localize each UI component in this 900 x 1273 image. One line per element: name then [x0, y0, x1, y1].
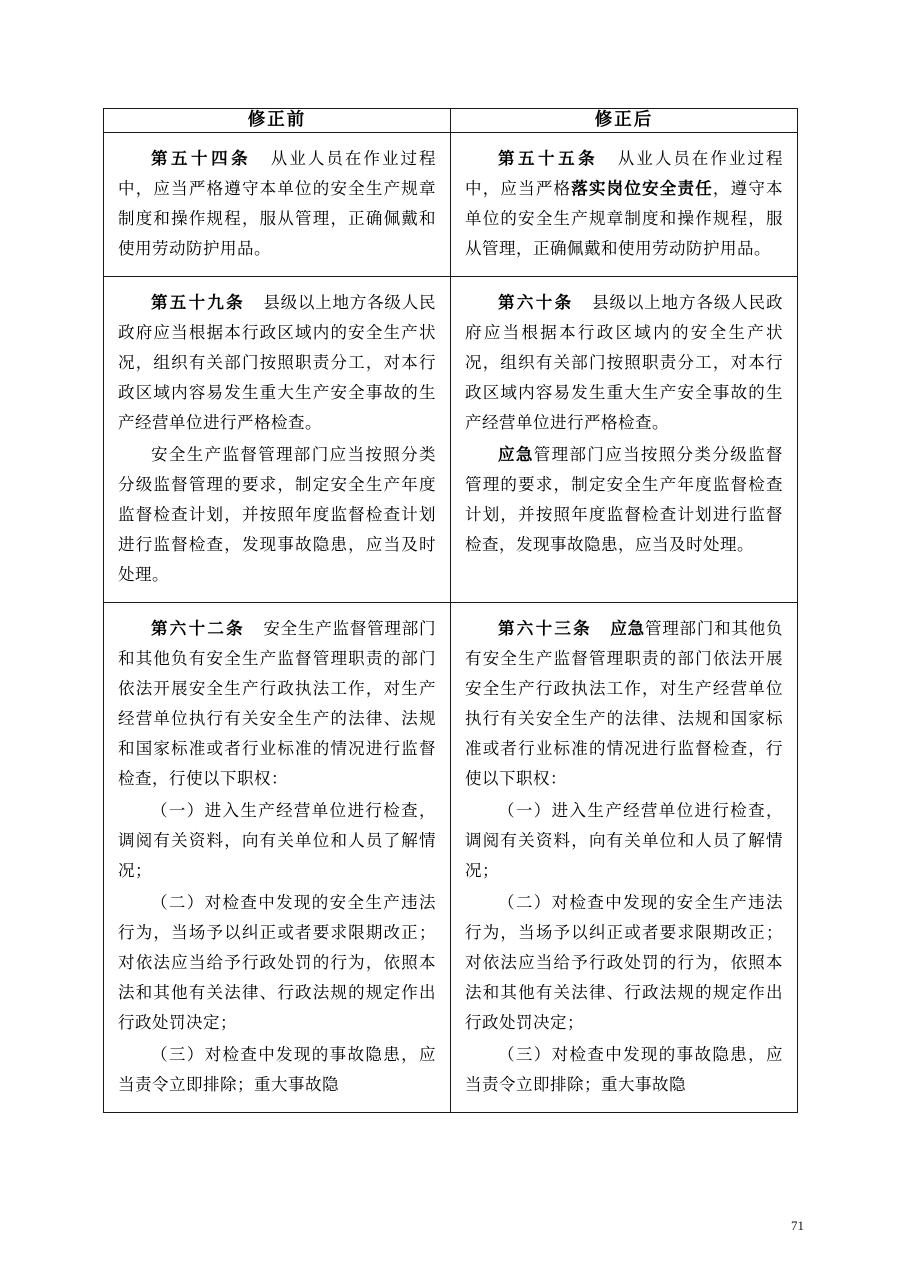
article-text: 安全生产监督管理部门和其他负有安全生产监督管理职责的部门依法开展安全生产行政执法工作，对生产经营单位执行有关安全生产的法律、法规和国家标准或者行业标准的情况进行监督检查，行使以下职权： [118, 618, 437, 789]
article-text-emphasis: 应急 [610, 618, 645, 638]
paragraph [465, 1040, 783, 1100]
paragraph [465, 440, 783, 560]
article-text: 从业人员在作业过程中，应当严格遵守本单位的安全生产规章制度和操作规程，服从管理，正确佩戴和使用劳动防护用品。 [118, 148, 437, 258]
article-text-post: 管理部门应当按照分类分级监督管理的要求，制定安全生产年度监督检查计划，并按照年度监督检查计划进行监督检查，发现事故隐患，应当及时处理。 [465, 444, 784, 554]
paragraph [118, 440, 436, 590]
article-text: （二）对检查中发现的安全生产违法行为，当场予以纠正或者要求限期改正；对依法应当给予行政处罚的行为，依照本法和其他有关法律、行政法规的规定作出行政处罚决定； [118, 893, 436, 1033]
table-row [104, 276, 798, 602]
article-number: 第五十五条 [498, 148, 599, 168]
article-text: （一）进入生产经营单位进行检查，调阅有关资料，向有关单位和人员了解情况； [118, 801, 436, 881]
article-text: （二）对检查中发现的安全生产违法行为，当场予以纠正或者要求限期改正；对依法应当给予行政处罚的行为，依照本法和其他有关法律、行政法规的规定作出行政处罚决定； [465, 893, 783, 1033]
article-text: 县级以上地方各级人民政府应当根据本行政区域内的安全生产状况，组织有关部门按照职责分工，对本行政区域内容易发生重大生产安全事故的生产经营单位进行严格检查。 [118, 292, 437, 432]
paragraph [465, 614, 783, 794]
table-row [104, 132, 798, 276]
paragraph [465, 796, 783, 886]
cell-after-2 [451, 276, 798, 602]
article-number: 第六十条 [498, 292, 574, 312]
paragraph [118, 288, 436, 438]
comparison-table [103, 108, 798, 1113]
cell-before-3 [104, 602, 451, 1112]
paragraph [465, 288, 783, 438]
article-text-emphasis: 落实岗位安全责任 [571, 178, 713, 198]
paragraph [118, 888, 436, 1038]
paragraph [465, 888, 783, 1038]
page-number: 71 [791, 1218, 804, 1233]
paragraph [118, 614, 436, 794]
article-text: （三）对检查中发现的事故隐患，应当责令立即排除；重大事故隐 [118, 1045, 436, 1095]
article-text-post: 管理部门和其他负有安全生产监督管理职责的部门依法开展安全生产行政执法工作，对生产经营单位执行有关安全生产的法律、法规和国家标准或者行业标准的情况进行监督检查，行使以下职权： [465, 618, 784, 789]
article-number: 第五十九条 [151, 292, 245, 312]
table-header-row [104, 109, 798, 133]
paragraph [118, 1040, 436, 1100]
table-row [104, 602, 798, 1112]
cell-after-1 [451, 132, 798, 276]
paragraph [465, 144, 783, 264]
article-text: 县级以上地方各级人民政府应当根据本行政区域内的安全生产状况，组织有关部门按照职责分工，对本行政区域内容易发生重大生产安全事故的生产经营单位进行严格检查。 [465, 292, 783, 432]
article-text: （一）进入生产经营单位进行检查，调阅有关资料，向有关单位和人员了解情况； [465, 801, 783, 881]
column-header-after: 修正后 [451, 109, 798, 133]
paragraph [118, 796, 436, 886]
article-number: 第六十二条 [151, 618, 245, 638]
article-text: 安全生产监督管理部门应当按照分类分级监督管理的要求，制定安全生产年度监督检查计划，并按照年度监督检查计划进行监督检查，发现事故隐患，应当及时处理。 [118, 444, 436, 584]
article-text-emphasis: 应急 [498, 444, 534, 464]
article-text: （三）对检查中发现的事故隐患，应当责令立即排除；重大事故隐 [465, 1045, 783, 1095]
article-number: 第六十三条 [498, 618, 592, 638]
cell-before-1 [104, 132, 451, 276]
cell-before-2 [104, 276, 451, 602]
column-header-before: 修正前 [104, 109, 451, 133]
paragraph [118, 144, 436, 264]
article-text-pre: 从业人员在作业过程中，应当严格 [465, 148, 784, 198]
article-number: 第五十四条 [151, 148, 252, 168]
cell-after-3 [451, 602, 798, 1112]
article-text-post: ，遵守本单位的安全生产规章制度和操作规程，服从管理，正确佩戴和使用劳动防护用品。 [465, 178, 784, 258]
